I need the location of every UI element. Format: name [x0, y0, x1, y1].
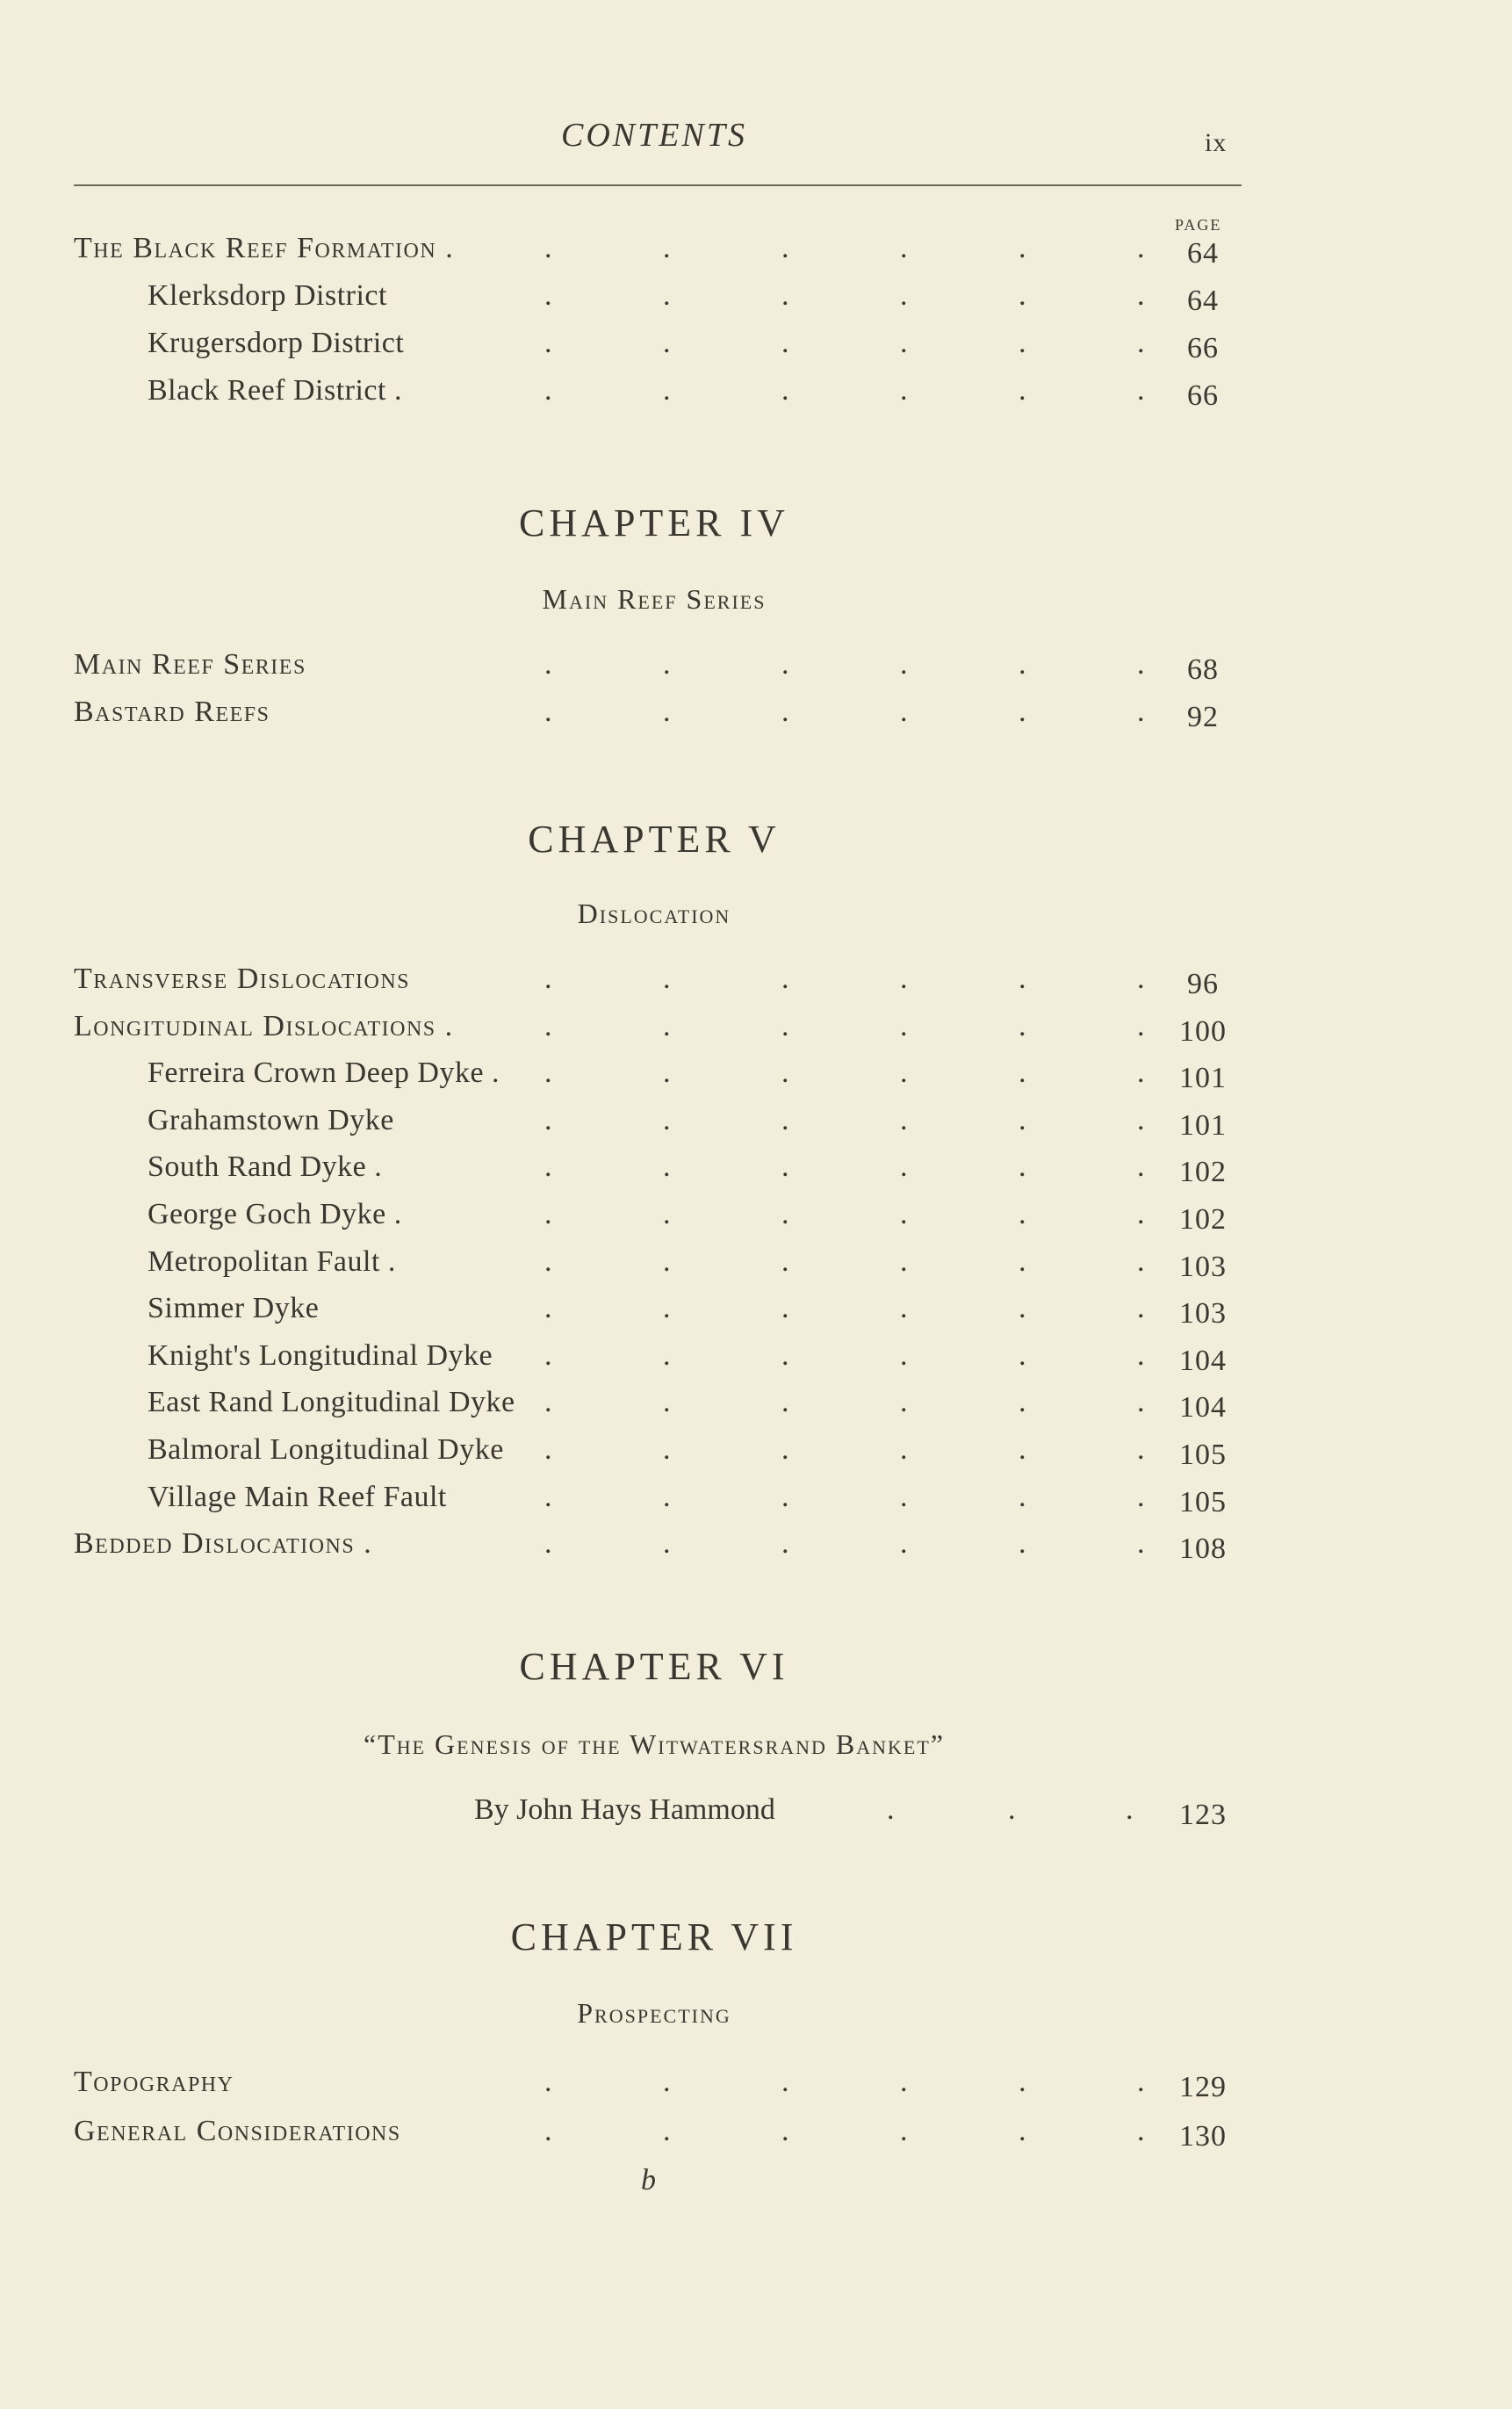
- toc-entry: Village Main Reef Fault . . . . . . 105: [0, 1481, 1512, 1528]
- toc-entry-page-number: 104: [1179, 1344, 1227, 1377]
- toc-entry-page-number: 129: [1179, 2071, 1227, 2103]
- toc-entry-page-number: 103: [1179, 1297, 1227, 1331]
- toc-entry: Grahamstown Dyke . . . . . . 101: [0, 1104, 1512, 1151]
- toc-entry: Simmer Dyke . . . . . . 103: [0, 1292, 1512, 1339]
- toc-entry-label: Longitudinal Dislocations .: [74, 1009, 454, 1042]
- chapter-iv-heading: CHAPTER IV: [519, 501, 789, 545]
- toc-entry-page-number: 101: [1179, 1108, 1227, 1142]
- toc-entry: Black Reef District . . . . . . . 66: [0, 374, 1512, 422]
- toc-entry: Klerksdorp District . . . . . . 64: [0, 279, 1512, 327]
- running-title: CONTENTS: [561, 117, 747, 154]
- toc-entry-label: Simmer Dyke: [148, 1292, 320, 1325]
- toc-entry: Transverse Dislocations . . . . . . 96: [0, 963, 1512, 1010]
- toc-entry: Main Reef Series . . . . . . 68: [0, 648, 1512, 696]
- toc-entry-page-number: 96: [1187, 968, 1219, 1000]
- toc-entry: Krugersdorp District . . . . . . 66: [0, 327, 1512, 374]
- toc-entry-page-number: 64: [1187, 285, 1219, 317]
- toc-entry: Balmoral Longitudinal Dyke . . . . . . 105: [0, 1433, 1512, 1481]
- toc-entry: The Black Reef Formation . . . . . . . 64: [0, 232, 1512, 279]
- toc-entry: George Goch Dyke . . . . . . . 102: [0, 1198, 1512, 1245]
- folio-page-number: ix: [1205, 128, 1228, 157]
- toc-entry: Metropolitan Fault . . . . . . . 103: [0, 1245, 1512, 1293]
- toc-entry-label: Black Reef District .: [148, 374, 402, 407]
- toc-entry-label: South Rand Dyke .: [148, 1150, 383, 1184]
- toc-entry-label: Village Main Reef Fault: [148, 1480, 447, 1513]
- toc-entry-label: Krugersdorp District: [148, 327, 405, 359]
- toc-entry-page-number: 64: [1187, 237, 1219, 270]
- toc-entry: Ferreira Crown Deep Dyke . . . . . . . 101: [0, 1057, 1512, 1104]
- toc-entry: Bedded Dislocations . . . . . . . 108: [0, 1527, 1512, 1575]
- toc-entry-page-number: 104: [1179, 1391, 1227, 1424]
- toc-entry: Knight's Longitudinal Dyke . . . . . . 104: [0, 1339, 1512, 1387]
- toc-entry-page-number: 66: [1187, 332, 1219, 364]
- chapter-vi-byline: By John Hays Hammond: [474, 1793, 775, 1826]
- toc-entry-label: Klerksdorp District: [148, 279, 387, 312]
- toc-entry-label: Main Reef Series: [74, 648, 306, 681]
- toc-entry: Topography . . . . . . 129: [0, 2066, 1512, 2113]
- toc-entry-label: Balmoral Longitudinal Dyke: [148, 1433, 504, 1466]
- chapter-v-subtitle: Dislocation: [577, 898, 731, 929]
- chapter-vi-subtitle: “The Genesis of the Witwatersrand Banket”: [363, 1728, 945, 1760]
- toc-entry-label: East Rand Longitudinal Dyke: [148, 1386, 515, 1419]
- signature-mark: b: [641, 2164, 656, 2196]
- page-column-label: PAGE: [1175, 216, 1222, 234]
- toc-entry-label: Bastard Reefs: [74, 696, 270, 728]
- toc-entry-label: Metropolitan Fault .: [148, 1244, 396, 1278]
- toc-entry: Longitudinal Dislocations . . . . . . . 100: [0, 1010, 1512, 1057]
- toc-entry-label: Ferreira Crown Deep Dyke .: [148, 1057, 500, 1090]
- chapter-vi-heading: CHAPTER VI: [519, 1645, 789, 1688]
- toc-entry-page-number: 92: [1187, 701, 1219, 733]
- toc-entry-label: Grahamstown Dyke: [148, 1103, 394, 1136]
- toc-entry: Bastard Reefs . . . . . . 92: [0, 696, 1512, 743]
- chapter-vi-page-number: 123: [1179, 1799, 1227, 1831]
- byline-dot: .: [1126, 1793, 1134, 1826]
- byline-dot: .: [887, 1793, 895, 1826]
- byline-dot: .: [1008, 1793, 1016, 1826]
- chapter-v-heading: CHAPTER V: [528, 818, 781, 861]
- toc-entry-label: Topography: [74, 2066, 234, 2098]
- toc-entry-page-number: 66: [1187, 379, 1219, 412]
- header-rule: [74, 184, 1242, 186]
- toc-entry-page-number: 105: [1179, 1485, 1227, 1518]
- chapter-vii-heading: CHAPTER VII: [510, 1915, 798, 1958]
- toc-entry-page-number: 102: [1179, 1156, 1227, 1189]
- toc-entry-label: The Black Reef Formation .: [74, 232, 455, 264]
- toc-entry-page-number: 130: [1179, 2120, 1227, 2153]
- toc-entry-page-number: 105: [1179, 1439, 1227, 1471]
- toc-entry-page-number: 102: [1179, 1203, 1227, 1236]
- toc-entry-page-number: 68: [1187, 653, 1219, 686]
- chapter-vii-subtitle: Prospecting: [577, 1997, 731, 2029]
- toc-entry-page-number: 103: [1179, 1250, 1227, 1283]
- toc-entry-label: Transverse Dislocations: [74, 963, 411, 995]
- toc-entry-page-number: 101: [1179, 1062, 1227, 1095]
- toc-entry: East Rand Longitudinal Dyke . . . . . . 104: [0, 1386, 1512, 1433]
- toc-entry-label: Knight's Longitudinal Dyke: [148, 1338, 493, 1372]
- toc-entry-page-number: 108: [1179, 1533, 1227, 1566]
- toc-entry-page-number: 100: [1179, 1014, 1227, 1048]
- toc-entry-label: General Considerations: [74, 2115, 401, 2147]
- toc-entry-label: George Goch Dyke .: [148, 1198, 402, 1230]
- toc-entry-label: Bedded Dislocations .: [74, 1527, 373, 1561]
- chapter-iv-subtitle: Main Reef Series: [542, 583, 767, 615]
- toc-entry: General Considerations . . . . . . 130: [0, 2115, 1512, 2162]
- toc-entry: South Rand Dyke . . . . . . . 102: [0, 1150, 1512, 1198]
